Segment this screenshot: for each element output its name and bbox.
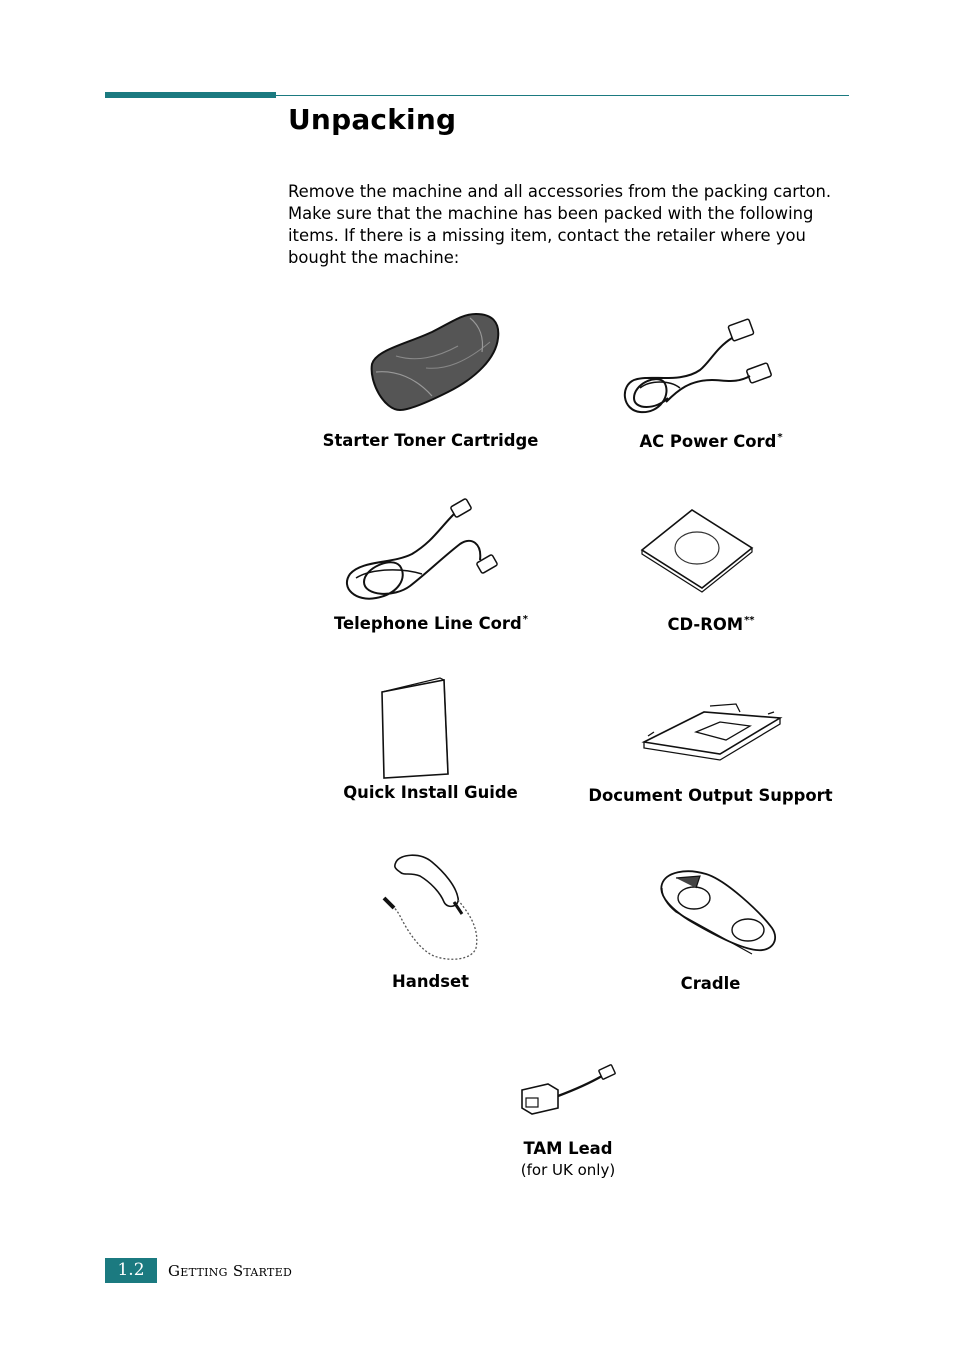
- tam-lead-icon: [518, 1064, 620, 1118]
- label-text: Quick Install Guide: [343, 783, 518, 802]
- label-text: Telephone Line Cord: [334, 614, 522, 633]
- item-label: [343, 783, 519, 802]
- label-text: AC Power Cord: [639, 432, 777, 451]
- footnote-mark: *: [777, 432, 783, 443]
- label-text: Starter Toner Cartridge: [322, 431, 539, 450]
- booklet-icon: [378, 676, 452, 782]
- footnote-mark: **: [744, 615, 755, 626]
- page-number: 1.2: [105, 1258, 157, 1283]
- telephone-line-cord-icon: [342, 498, 502, 608]
- cradle-icon: [656, 866, 780, 956]
- item-label: [524, 1139, 613, 1158]
- label-text: Cradle: [680, 974, 741, 993]
- label-text: Document Output Support: [588, 786, 833, 805]
- power-cord-icon: [620, 318, 780, 418]
- label-text: CD-ROM: [667, 615, 744, 634]
- output-support-icon: [640, 700, 786, 764]
- label-text: TAM Lead: [523, 1139, 613, 1158]
- header-accent-bar: [105, 92, 276, 98]
- item-label: [588, 786, 833, 805]
- item-label: [392, 972, 470, 991]
- toner-cartridge-icon: [366, 312, 504, 414]
- intro-paragraph: Remove the machine and all accessories from the packing carton. Make sure that the machine has been packed with the following items. If there is a missing item, contact the retailer where you bought the machine:: [288, 182, 832, 267]
- handset-icon: [380, 852, 484, 964]
- item-label: [681, 974, 742, 993]
- cd-rom-icon: [640, 508, 754, 590]
- item-label: [667, 615, 754, 634]
- item-label: [334, 614, 528, 633]
- item-label: [639, 432, 782, 451]
- page-title: Unpacking: [288, 103, 457, 136]
- item-label: [323, 431, 540, 450]
- label-text: Handset: [392, 972, 469, 991]
- header-rule: [276, 95, 849, 96]
- footnote-mark: *: [522, 614, 528, 625]
- item-note: (for UK only): [520, 1161, 616, 1179]
- section-title: Getting Started: [168, 1262, 293, 1280]
